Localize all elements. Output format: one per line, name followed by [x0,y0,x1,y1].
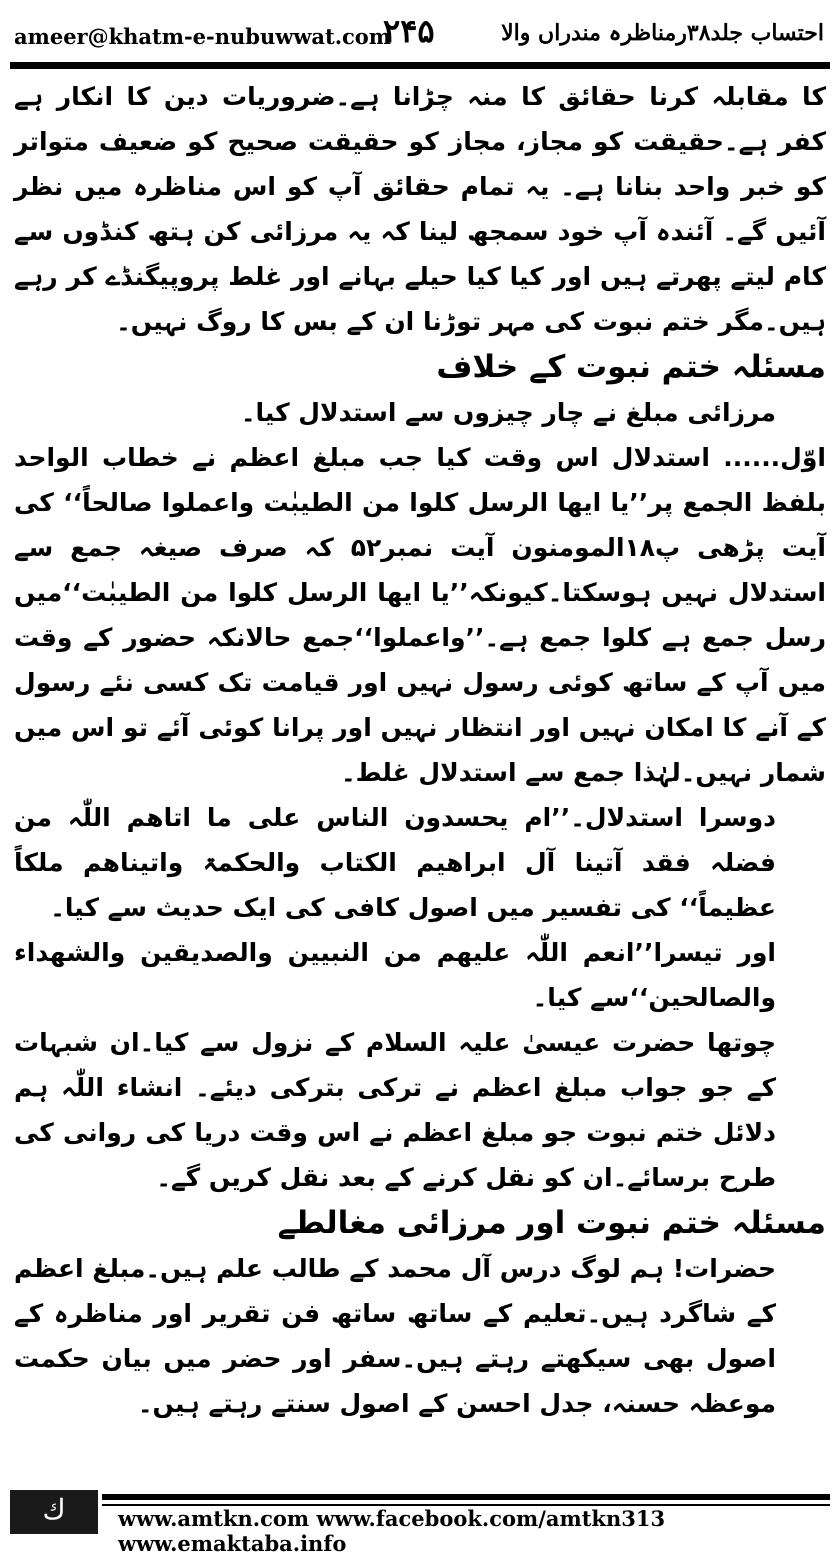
header-rule [10,62,830,69]
paragraph-third-argument: اور تیسرا’’انعم اللّٰہ علیھم من النبیین والصدیقین والشھداء والصالحین‘‘سے کیا۔ [14,938,776,1012]
header-page-number: ۲۴۵ [383,12,435,50]
footer-number-badge: ك [10,1490,98,1534]
footer-rule-thick [102,1494,830,1500]
paragraph-first-argument: اوّل...... استدلال اس وقت کیا جب مبلغ اعظم نے خطاب الواحد بلفظ الجمع پر’’یا ایھا الرسل کلوا من الطیبٰت واعملوا صالحاً‘‘ کی آیت پڑھی پ۱۸المومنون آیت نمبر۵۲ کہ صرف صیغہ جمع سے استدلال نہیں ہوسکتا۔کیونکہ’’یا ایھا الرسل کلوا من الطیبٰت‘‘میں رسل جمع ہے کلوا جمع ہے۔’’واعملوا‘‘جمع حالانکہ حضور کے وقت میں آپ کے ساتھ کوئی رسول نہیں اور قیامت تک کسی نئے رسول کے آنے کا امکان نہیں اور انتظار نہیں اور پرانا کوئی آئے تو اس میں شمار نہیں۔لہٰذا جمع سے استدلال غلط۔ [14,443,826,787]
section-heading-mirzai-fallacies: مسئلہ ختم نبوت اور مرزائی مغالطے [277,1205,826,1241]
page-header [0,0,840,60]
header-email: ameer@khatm-e-nubuwwat.com [14,24,392,49]
page-body [14,74,826,1426]
paragraph-fourth-argument: چوتھا حضرت عیسیٰ علیہ السلام کے نزول سے کیا۔ان شبہات کے جو جواب مبلغ اعظم نے ترکی بترکی دیئے۔ انشاء اللّٰہ ہم دلائل ختم نبوت جو مبلغ اعظم نے اس وقت دریا کی روانی کی طرح برسائے۔ان کو نقل کرنے کے بعد نقل کریں گے۔ [14,1028,776,1192]
paragraph-second-argument: دوسرا استدلال۔’’ام یحسدون الناس علی ما اتاھم اللّٰہ من فضلہ فقد آتینا آل ابراھیم الکتاب والحکمۃ واتیناھم ملکاً عظیماً‘‘ کی تفسیر میں اصول کافی کی ایک حدیث سے کیا۔ [14,803,776,922]
header-book-title: احتساب جلد۳۸رمناظرہ مندراں والا [501,20,824,46]
paragraph-four-arguments: مرزائی مبلغ نے چار چیزوں سے استدلال کیا۔ [240,398,776,427]
paragraph-intro: کا مقابلہ کرنا حقائق کا منہ چڑانا ہے۔ضروریات دین کا انکار ہے کفر ہے۔حقیقت کو مجاز، مجاز کو حقیقت صحیح کو ضعیف متواتر کو خبر واحد بنانا ہے۔ یہ تمام حقائق آپ کو اس مناظرہ میں نظر آئیں گے۔ آئندہ آپ خود سمجھ لینا کہ یہ مرزائی کن ہتھ کنڈوں سے کام لیتے پھرتے ہیں اور کیا کیا حیلے بہانے اور غلط پروپیگنڈے کر رہے ہیں۔مگر ختم نبوت کی مہر توڑنا ان کے بس کا روگ نہیں۔ [14,82,826,336]
page-footer [0,1490,840,1556]
footer-website-links: www.amtkn.com www.facebook.com/amtkn313 www.emaktaba.info [118,1506,666,1556]
paragraph-gentlemen: حضرات! ہم لوگ درس آل محمد کے طالب علم ہیں۔مبلغ اعظم کے شاگرد ہیں۔تعلیم کے ساتھ ساتھ فن تقریر اور مناظرہ کے اصول بھی سیکھتے رہتے ہیں۔سفر اور حضر میں بیان حکمت موعظہ حسنہ، جدل احسن کے اصول سنتے رہتے ہیں۔ [14,1254,776,1418]
section-heading-against-khatm-e-nubuwwat: مسئلہ ختم نبوت کے خلاف [436,349,826,385]
